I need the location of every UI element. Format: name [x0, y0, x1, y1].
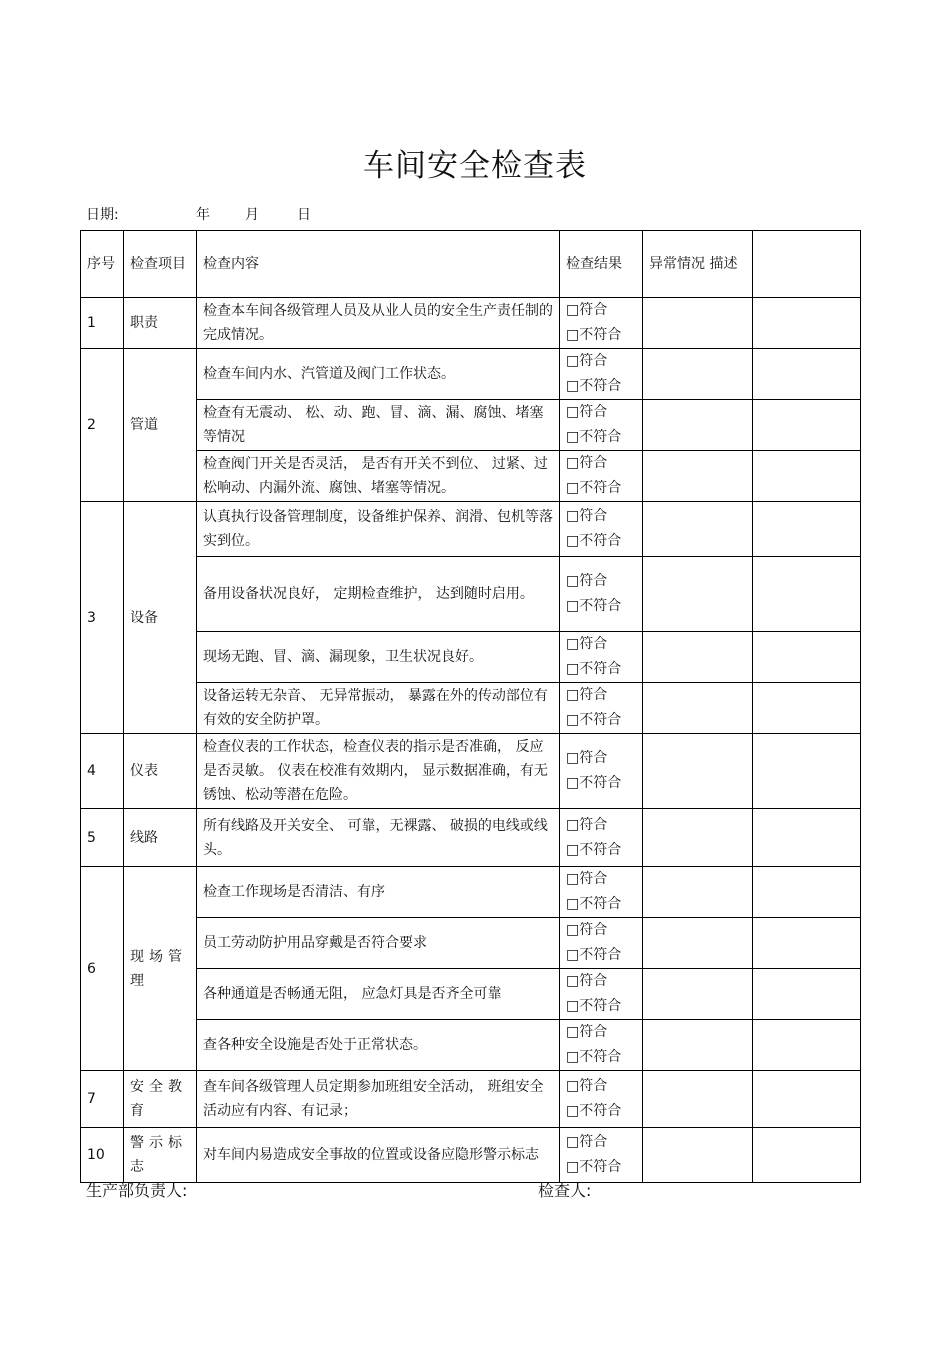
abnormal-cell[interactable]: [643, 1128, 753, 1183]
row-content: 检查车间内水、汽管道及阀门工作状态。: [197, 349, 560, 400]
row-content: 各种通道是否畅通无阻， 应急灯具是否齐全可靠: [197, 969, 560, 1020]
option-nonconform[interactable]: □不符合: [566, 841, 622, 858]
row-content: 认真执行设备管理制度，设备维护保养、润滑、包机等落实到位。: [197, 502, 560, 557]
result-cell: [560, 734, 643, 809]
option-nonconform[interactable]: □不符合: [566, 998, 622, 1014]
row-item: 警示标志: [124, 1128, 197, 1183]
result-cell: [560, 632, 643, 683]
table-row: [81, 349, 861, 400]
option-conform[interactable]: □符合: [566, 1024, 608, 1040]
blank-cell: [753, 683, 861, 734]
result-cell: [560, 502, 643, 557]
row-number: 6: [81, 867, 124, 1071]
row-content: 员工劳动防护用品穿戴是否符合要求: [197, 918, 560, 969]
option-nonconform[interactable]: □不符合: [566, 378, 622, 394]
result-cell: [560, 557, 643, 632]
abnormal-cell[interactable]: [643, 683, 753, 734]
result-cell: [560, 298, 643, 349]
table-row: [81, 809, 861, 867]
option-conform[interactable]: □符合: [566, 871, 608, 887]
abnormal-cell[interactable]: [643, 809, 753, 867]
table-row: [81, 1071, 861, 1128]
blank-cell: [753, 400, 861, 451]
option-nonconform[interactable]: □不符合: [566, 896, 622, 912]
abnormal-cell[interactable]: [643, 298, 753, 349]
table-row: [81, 867, 861, 918]
table-row: [81, 918, 861, 969]
header-blank: [753, 231, 861, 298]
row-content: 查各种安全设施是否处于正常状态。: [197, 1020, 560, 1071]
row-number: 10: [81, 1128, 124, 1183]
row-number: 4: [81, 734, 124, 809]
option-conform[interactable]: □符合: [566, 922, 608, 938]
header-content: 检查内容: [197, 231, 560, 298]
result-cell: [560, 867, 643, 918]
option-nonconform[interactable]: □不符合: [566, 480, 622, 496]
result-cell: [560, 349, 643, 400]
date-year-label: 年: [196, 207, 210, 223]
option-conform[interactable]: □符合: [566, 750, 608, 766]
row-item: 现场管理: [124, 867, 197, 1071]
table-row: [81, 502, 861, 557]
abnormal-cell[interactable]: [643, 349, 753, 400]
option-nonconform[interactable]: □不符合: [566, 775, 622, 791]
row-content: 检查仪表的工作状态，检查仪表的指示是否准确， 反应是否灵敏。 仪表在校准有效期内， 显示数据准确，有无锈蚀、松动等潜在危险。: [197, 734, 560, 809]
result-cell: [560, 918, 643, 969]
result-cell: [560, 969, 643, 1020]
header-abnormal: 异常情况 描述: [643, 231, 753, 298]
abnormal-cell[interactable]: [643, 451, 753, 502]
blank-cell: [753, 1128, 861, 1183]
row-number: 3: [81, 502, 124, 734]
row-content: 对车间内易造成安全事故的位置或设备应隐形警示标志: [197, 1128, 560, 1183]
result-cell: [560, 1128, 643, 1183]
row-number: 5: [81, 809, 124, 867]
result-cell: [560, 1020, 643, 1071]
date-label: 日期:: [86, 207, 119, 223]
option-nonconform[interactable]: □不符合: [566, 1049, 622, 1065]
option-conform[interactable]: □符合: [566, 573, 608, 589]
table-row: [81, 451, 861, 502]
blank-cell: [753, 451, 861, 502]
blank-cell: [753, 632, 861, 683]
abnormal-cell[interactable]: [643, 969, 753, 1020]
option-conform[interactable]: □符合: [566, 455, 608, 471]
header-result: 检查结果: [560, 231, 643, 298]
row-content: 检查本车间各级管理人员及从业人员的安全生产责任制的完成情况。: [197, 298, 560, 349]
option-nonconform[interactable]: □不符合: [566, 429, 622, 445]
table-row: [81, 1020, 861, 1071]
option-nonconform[interactable]: □不符合: [566, 327, 622, 343]
footer-inspector: 检查人:: [538, 1181, 592, 1200]
header-row: [81, 231, 861, 298]
option-conform[interactable]: □符合: [566, 973, 608, 989]
table-row: [81, 400, 861, 451]
result-cell: [560, 809, 643, 867]
option-conform[interactable]: □符合: [566, 302, 608, 318]
result-cell: [560, 1071, 643, 1128]
abnormal-cell[interactable]: [643, 502, 753, 557]
table-row: [81, 734, 861, 809]
date-row: [86, 204, 486, 224]
abnormal-cell[interactable]: [643, 632, 753, 683]
footer-production-manager: 生产部负责人:: [86, 1181, 188, 1200]
option-conform[interactable]: □符合: [566, 508, 608, 524]
option-conform[interactable]: □符合: [566, 404, 608, 420]
header-item: 检查项目: [124, 231, 197, 298]
option-nonconform[interactable]: □不符合: [566, 1159, 622, 1175]
blank-cell: [753, 1020, 861, 1071]
result-cell: [560, 451, 643, 502]
option-conform[interactable]: □符合: [566, 816, 608, 833]
blank-cell: [753, 867, 861, 918]
abnormal-cell[interactable]: [643, 918, 753, 969]
abnormal-cell[interactable]: [643, 1071, 753, 1128]
option-conform[interactable]: □符合: [566, 687, 608, 703]
option-nonconform[interactable]: □不符合: [566, 712, 622, 728]
result-cell: [560, 400, 643, 451]
row-content: 查车间各级管理人员定期参加班组安全活动， 班组安全活动应有内容、有记录；: [197, 1071, 560, 1128]
row-content: 检查阀门开关是否灵活， 是否有开关不到位、 过紧、过松响动、内漏外流、腐蚀、堵塞等情况。: [197, 451, 560, 502]
table-row: [81, 683, 861, 734]
header-no: 序号: [81, 231, 124, 298]
blank-cell: [753, 298, 861, 349]
blank-cell: [753, 734, 861, 809]
row-item: 管道: [124, 349, 197, 502]
table-row: [81, 969, 861, 1020]
row-content: 设备运转无杂音、 无异常振动， 暴露在外的传动部位有有效的安全防护罩。: [197, 683, 560, 734]
abnormal-cell[interactable]: [643, 1020, 753, 1071]
row-number: 7: [81, 1071, 124, 1128]
blank-cell: [753, 809, 861, 867]
option-nonconform[interactable]: □不符合: [566, 598, 622, 614]
row-number: 2: [81, 349, 124, 502]
row-content: 检查有无震动、 松、动、跑、冒、滴、漏、腐蚀、堵塞等情况: [197, 400, 560, 451]
option-nonconform[interactable]: □不符合: [566, 1103, 622, 1119]
table-row: [81, 557, 861, 632]
row-content: 现场无跑、冒、滴、漏现象，卫生状况良好。: [197, 632, 560, 683]
abnormal-cell[interactable]: [643, 734, 753, 809]
abnormal-cell[interactable]: [643, 557, 753, 632]
blank-cell: [753, 918, 861, 969]
table-row: [81, 632, 861, 683]
blank-cell: [753, 969, 861, 1020]
row-item: 职责: [124, 298, 197, 349]
abnormal-cell[interactable]: [643, 867, 753, 918]
option-nonconform[interactable]: □不符合: [566, 661, 622, 677]
table-row: [81, 1128, 861, 1183]
row-content: 备用设备状况良好， 定期检查维护， 达到随时启用。: [197, 557, 560, 632]
option-nonconform[interactable]: □不符合: [566, 947, 622, 963]
option-conform[interactable]: □符合: [566, 636, 608, 652]
row-item: 线路: [124, 809, 197, 867]
row-content: 所有线路及开关安全、 可靠，无裸露、 破损的电线或线头。: [197, 809, 560, 867]
blank-cell: [753, 557, 861, 632]
date-month-label: 月: [245, 207, 259, 223]
row-item: 安全教育: [124, 1071, 197, 1128]
abnormal-cell[interactable]: [643, 400, 753, 451]
blank-cell: [753, 502, 861, 557]
row-item: 仪表: [124, 734, 197, 809]
row-content: 检查工作现场是否清洁、有序: [197, 867, 560, 918]
inspection-table: [80, 230, 861, 1183]
option-nonconform[interactable]: □不符合: [566, 533, 622, 549]
blank-cell: [753, 1071, 861, 1128]
option-conform[interactable]: □符合: [566, 1134, 608, 1150]
result-cell: [560, 683, 643, 734]
option-conform[interactable]: □符合: [566, 353, 608, 369]
row-item: 设备: [124, 502, 197, 734]
table-row: [81, 298, 861, 349]
row-number: 1: [81, 298, 124, 349]
page-title: 车间安全检查表: [363, 148, 587, 184]
option-conform[interactable]: □符合: [566, 1078, 608, 1094]
date-day-label: 日: [297, 207, 311, 223]
blank-cell: [753, 349, 861, 400]
